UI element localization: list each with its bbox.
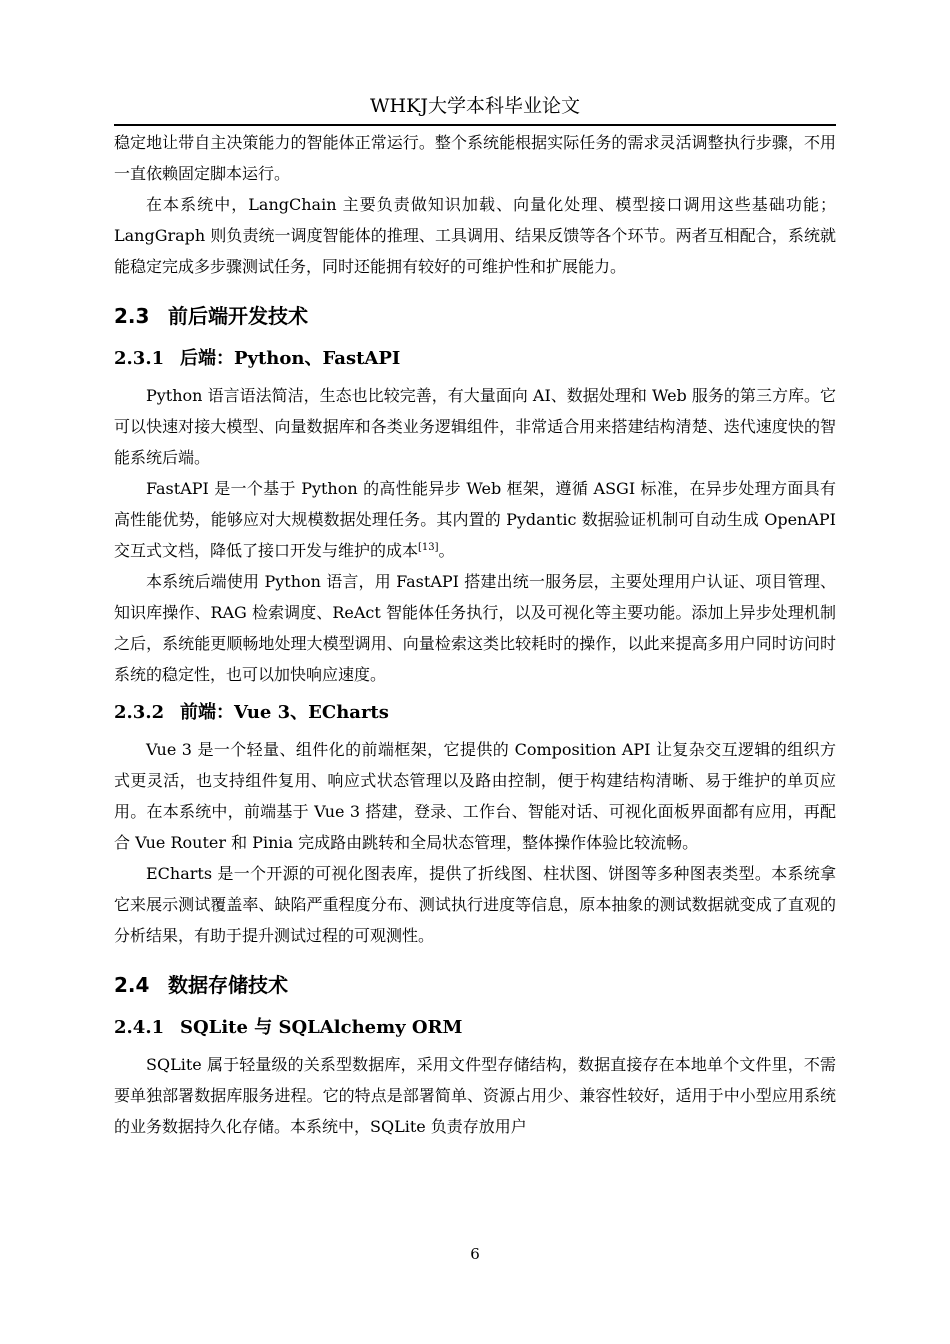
subsection-title: 前端：Vue 3、ECharts — [180, 702, 389, 723]
subsection-number: 2.3.1 — [114, 348, 165, 369]
subsection-heading-2-3-2 — [114, 700, 836, 726]
section-number: 2.4 — [114, 973, 150, 997]
citation-13: [13] — [418, 542, 439, 553]
paragraph-fastapi — [114, 473, 836, 566]
header-rule — [114, 124, 836, 126]
page-header: WHKJ大学本科毕业论文 — [370, 95, 580, 117]
paragraph-python: Python 语言语法简洁，生态也比较完善，有大量面向 AI、数据处理和 Web 服务的第三方库。它可以快速对接大模型、向量数据库和各类业务逻辑组件，非常适合用来搭建结构清楚、迭代速度快的智能系统后端。 — [114, 386, 836, 467]
section-title: 前后端开发技术 — [168, 304, 308, 328]
paragraph-backend: 本系统后端使用 Python 语言，用 FastAPI 搭建出统一服务层，主要处理用户认证、项目管理、知识库操作、RAG 检索调度、ReAct 智能体任务执行，以及可视化等主要功能。添加上异步处理机制之后，系统能更顺畅地处理大模型调用、向量检索这类比较耗时的操作，以此来提高多用户同时访问时系统的稳定性，也可以加快响应速度。 — [114, 572, 836, 684]
subsection-heading-2-4-1 — [114, 1015, 836, 1041]
paragraph-fastapi-end: 。 — [438, 541, 455, 560]
section-heading-2-3 — [114, 302, 836, 330]
section-title: 数据存储技术 — [168, 973, 288, 997]
section-number: 2.3 — [114, 304, 150, 328]
section-heading-2-4 — [114, 971, 836, 999]
subsection-title: 后端：Python、FastAPI — [180, 348, 401, 369]
paragraph-echarts: ECharts 是一个开源的可视化图表库，提供了折线图、柱状图、饼图等多种图表类型。本系统拿它来展示测试覆盖率、缺陷严重程度分布、测试执行进度等信息，原本抽象的测试数据就变成了直观的分析结果，有助于提升测试过程的可观测性。 — [114, 864, 836, 945]
paragraph-sqlite: SQLite 属于轻量级的关系型数据库，采用文件型存储结构，数据直接存在本地单个文件里，不需要单独部署数据库服务进程。它的特点是部署简单、资源占用少、兼容性较好，适用于中小型应用系统的业务数据持久化存储。本系统中，SQLite 负责存放用户 — [114, 1055, 836, 1136]
subsection-title: SQLite 与 SQLAlchemy ORM — [180, 1017, 463, 1038]
paragraph-continued: 稳定地让带自主决策能力的智能体正常运行。整个系统能根据实际任务的需求灵活调整执行步骤，不用一直依赖固定脚本运行。 — [114, 133, 836, 183]
subsection-heading-2-3-1 — [114, 346, 836, 372]
paragraph-langchain: 在本系统中，LangChain 主要负责做知识加载、向量化处理、模型接口调用这些基础功能；LangGraph 则负责统一调度智能体的推理、工具调用、结果反馈等各个环节。两者互相配合，系统就能稳定完成多步骤测试任务，同时还能拥有较好的可维护性和扩展能力。 — [114, 195, 836, 276]
paragraph-fastapi-text: FastAPI 是一个基于 Python 的高性能异步 Web 框架，遵循 ASGI 标准，在异步处理方面具有高性能优势，能够应对大规模数据处理任务。其内置的 Pydantic 数据验证机制可自动生成 OpenAPI 交互式文档，降低了接口开发与维护的成本 — [114, 479, 836, 560]
page-number: 6 — [470, 1245, 480, 1263]
subsection-number: 2.4.1 — [114, 1017, 165, 1038]
page-body — [114, 127, 836, 1142]
paragraph-vue: Vue 3 是一个轻量、组件化的前端框架，它提供的 Composition API 让复杂交互逻辑的组织方式更灵活，也支持组件复用、响应式状态管理以及路由控制，便于构建结构清晰、易于维护的单页应用。在本系统中，前端基于 Vue 3 搭建，登录、工作台、智能对话、可视化面板界面都有应用，再配合 Vue Router 和 Pinia 完成路由跳转和全局状态管理，整体操作体验比较流畅。 — [114, 740, 836, 852]
subsection-number: 2.3.2 — [114, 702, 165, 723]
